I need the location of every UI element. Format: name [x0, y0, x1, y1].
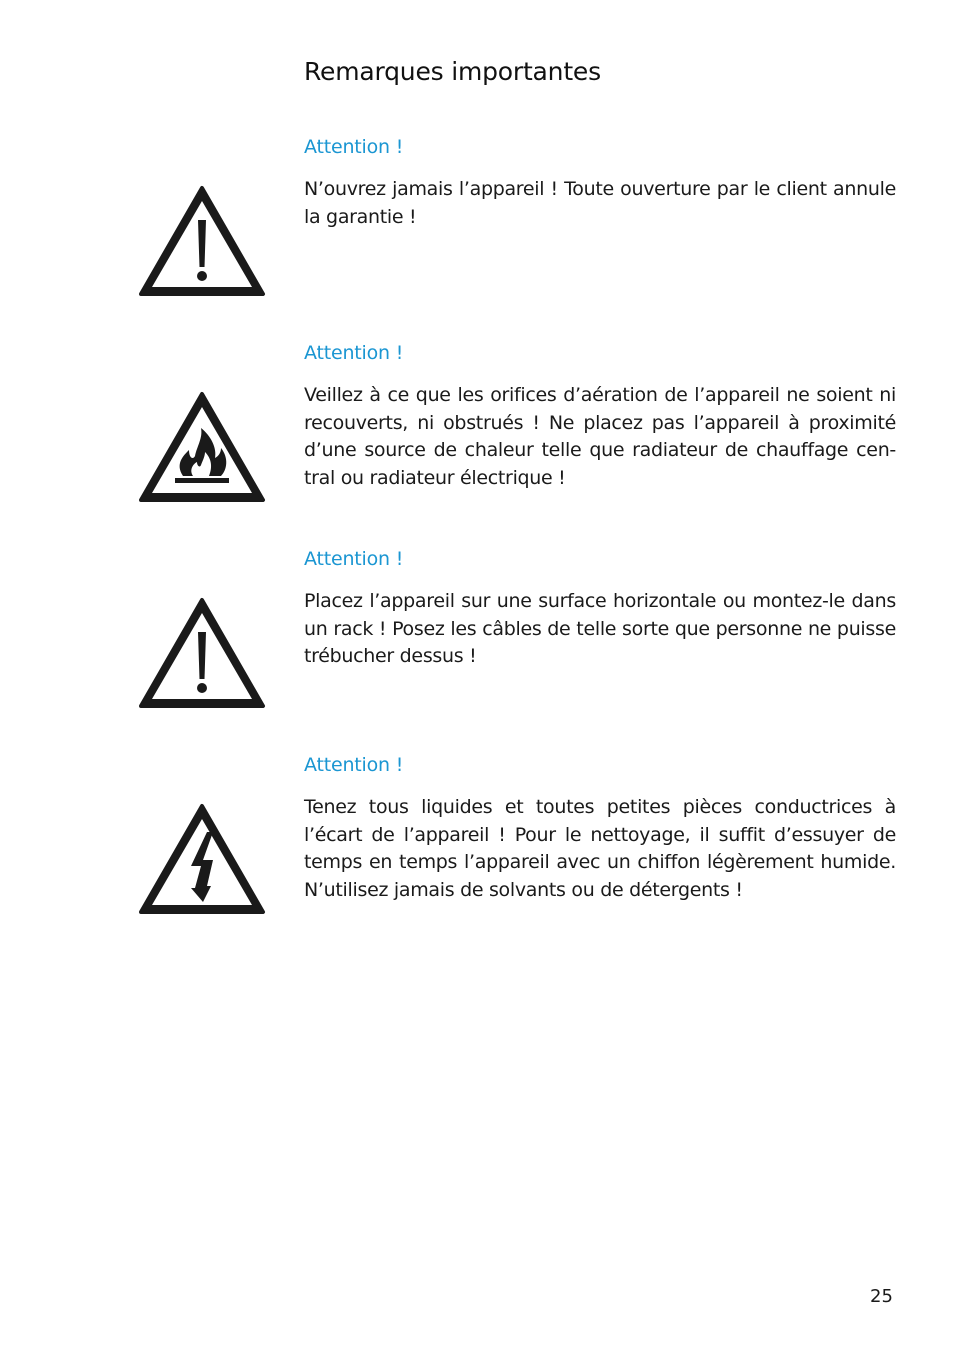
warning-text: Placez l’appareil sur une surface horizontale ou montez-le dans un rack ! Posez les câbles de telle sorte que personne ne puisse trébucher dessus !: [304, 590, 896, 667]
exclamation-warning-icon: [137, 184, 267, 298]
warning-heading: Attention !: [304, 754, 404, 776]
page-title: Remarques importantes: [304, 57, 601, 86]
fire-warning-icon: [137, 390, 267, 504]
electric-shock-warning-icon: [137, 802, 267, 916]
warning-heading: Attention !: [304, 548, 404, 570]
warning-text: N’ouvrez jamais l’appareil ! Toute ouverture par le client annule la garantie !: [304, 178, 896, 228]
warning-text: Tenez tous liquides et toutes petites pièces conductrices à l’écart de l’appareil ! Pour le nettoyage, il suffit d’essuyer de temps en temps l’appareil avec un chiffon légèrement humide. N’utilisez jamais de solvants ou de détergents !: [304, 796, 896, 901]
page-number: 25: [870, 1286, 893, 1307]
warning-heading: Attention !: [304, 136, 404, 158]
exclamation-warning-icon: [137, 596, 267, 710]
warning-heading: Attention !: [304, 342, 404, 364]
warning-text: Veillez à ce que les orifices d’aération de l’appareil ne soient ni recouverts, ni obstrués ! Ne placez pas l’appareil à proximité d’une source de chaleur telle que radiateur de chauffage cen-tral ou radiateur électrique !: [304, 384, 896, 489]
